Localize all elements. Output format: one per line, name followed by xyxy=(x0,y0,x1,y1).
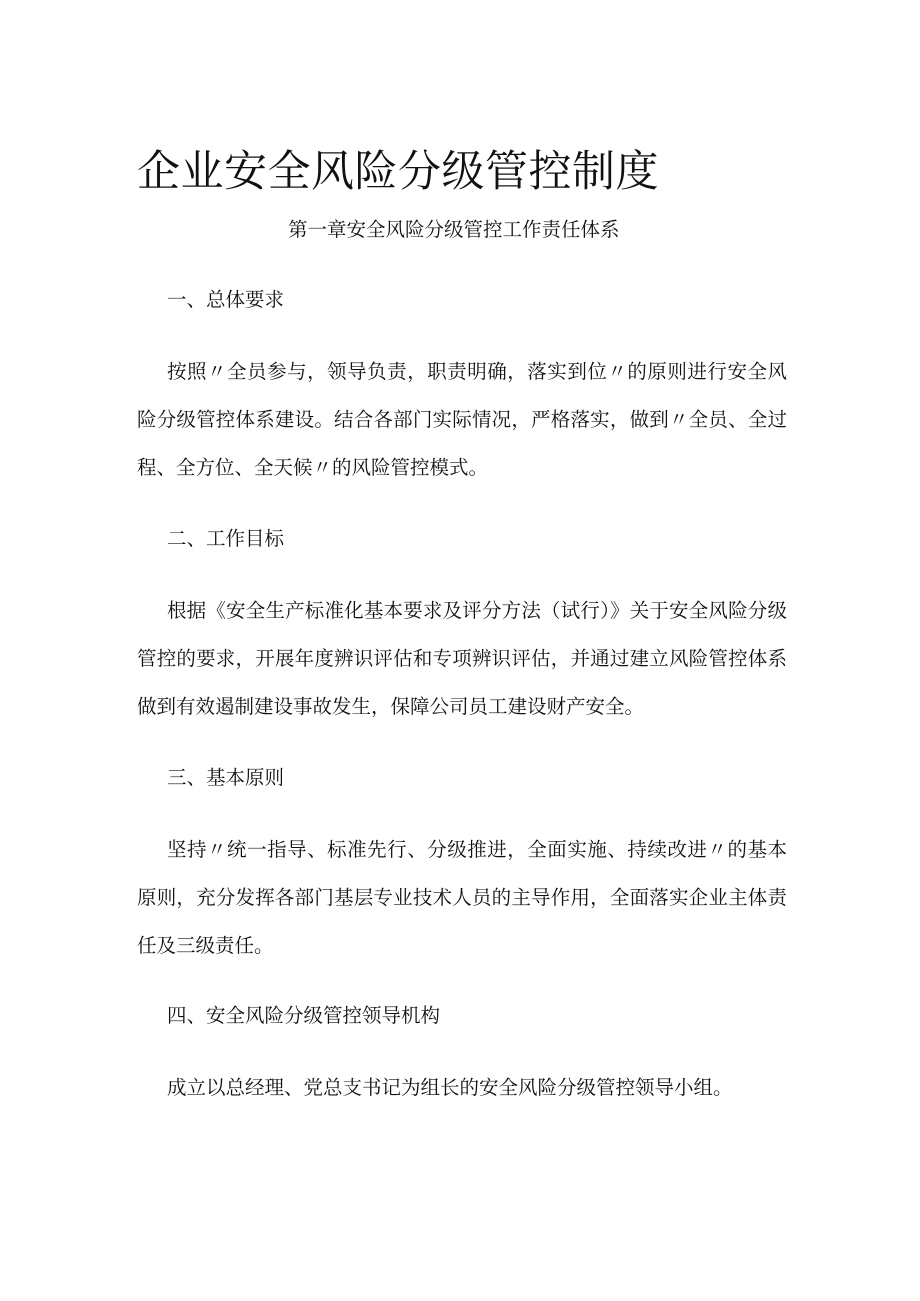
chapter-title: 第一章安全风险分级管控工作责任体系 xyxy=(288,218,620,241)
section-paragraph: 成立以总经理、党总支书记为组长的安全风险分级管控领导小组。 xyxy=(167,1076,733,1099)
section-heading: 三、基本原则 xyxy=(167,766,285,789)
section-paragraph: 按照〃全员参与，领导负责，职责明确，落实到位〃的原则进行安全风险分级管控体系建设。结合各部门实际情况，严格落实，做到〃全员、全过程、全方位、全天候〃的风险管控模式。 xyxy=(137,360,787,479)
section-heading: 四、安全风险分级管控领导机构 xyxy=(167,1004,441,1027)
section-heading: 一、总体要求 xyxy=(167,288,285,311)
document-title: 企业安全风险分级管控制度 xyxy=(137,147,659,197)
section-paragraph: 根据《安全生产标准化基本要求及评分方法（试行）》关于安全风险分级管控的要求，开展年度辨识评估和专项辨识评估，并通过建立风险管控体系做到有效遏制建设事故发生，保障公司员工建设财产安全。 xyxy=(137,599,787,718)
section-paragraph: 坚持〃统一指导、标准先行、分级推进，全面实施、持续改进〃的基本原则，充分发挥各部门基层专业技术人员的主导作用，全面落实企业主体责任及三级责任。 xyxy=(137,838,787,957)
section-heading: 二、工作目标 xyxy=(167,527,285,550)
